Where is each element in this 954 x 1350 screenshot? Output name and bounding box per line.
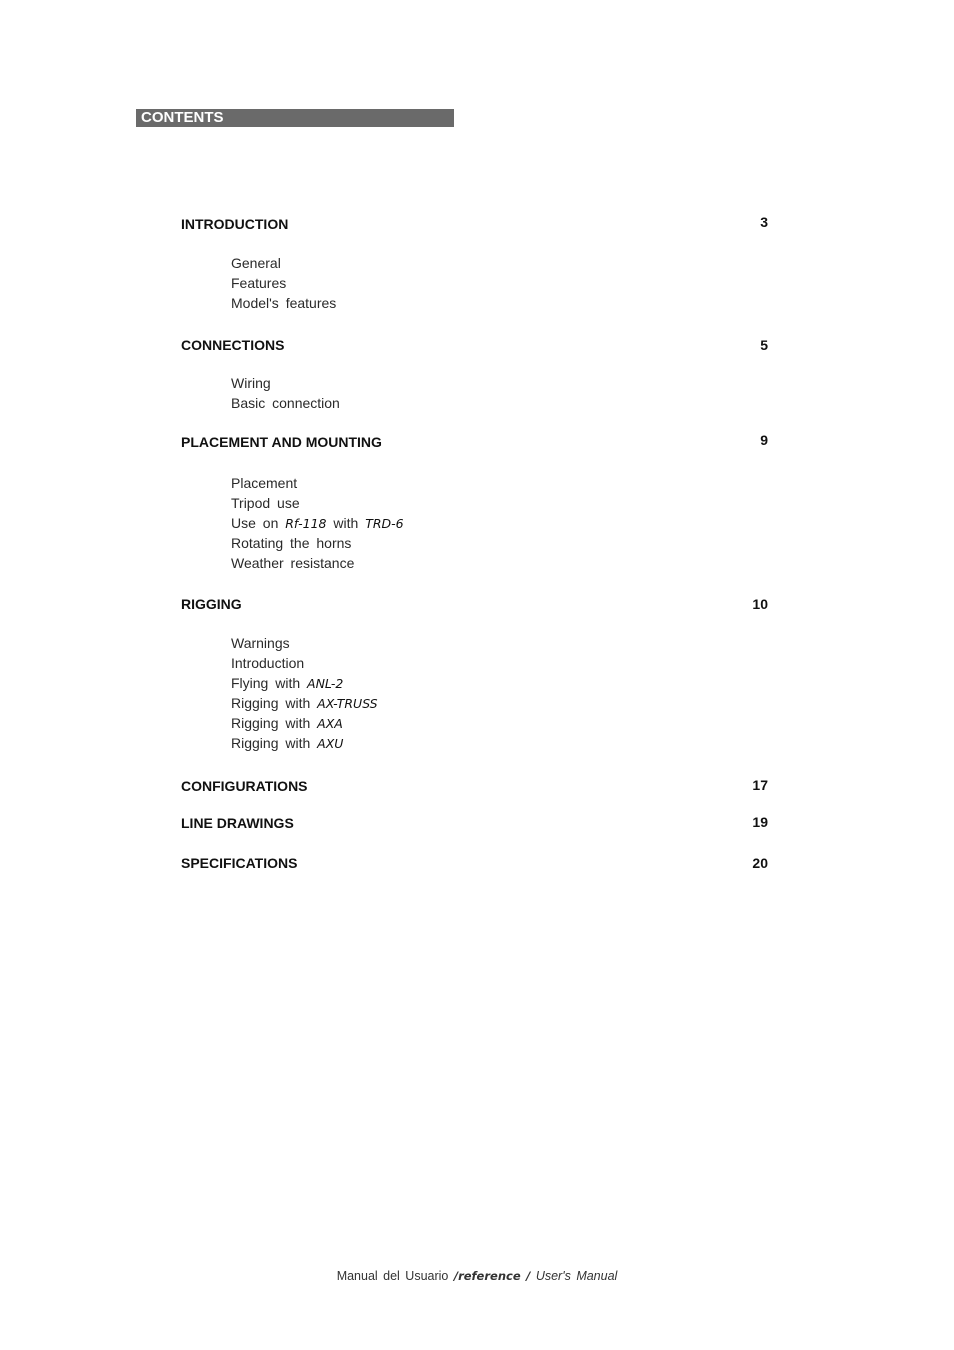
toc-page-configurations: 17: [752, 777, 768, 793]
footer-manual-es: Manual del Usuario: [336, 1269, 449, 1283]
model-axu: AXU: [317, 736, 344, 751]
toc-section-configurations[interactable]: CONFIGURATIONS: [181, 778, 308, 794]
toc-page-line-drawings: 19: [752, 814, 768, 830]
model-trd-6: TRD-6: [365, 516, 404, 531]
model-ax-truss: AX-TRUSS: [317, 696, 378, 711]
toc-item-use-on[interactable]: [231, 514, 404, 533]
toc-page-placement: 9: [760, 432, 768, 448]
model-anl-2: ANL-2: [307, 676, 344, 691]
toc-item-rigging-prefix: Rigging with: [231, 695, 311, 711]
toc-section-rigging[interactable]: RIGGING: [181, 596, 242, 612]
toc-item-flying-prefix: Flying with: [231, 675, 301, 691]
toc-item-rigging-prefix: Rigging with: [231, 715, 311, 731]
toc-item-tripod-use[interactable]: Tripod use: [231, 495, 300, 511]
footer-separator: /: [526, 1269, 531, 1283]
toc-item-flying-anl2[interactable]: [231, 674, 343, 693]
footer-separator: /: [453, 1269, 459, 1283]
contents-header-bar: [136, 109, 454, 127]
toc-item-warnings[interactable]: Warnings: [231, 635, 290, 651]
toc-item-basic-connection[interactable]: Basic connection: [231, 395, 340, 411]
toc-page-rigging: 10: [752, 596, 768, 612]
model-rf-118: Rf-118: [285, 516, 327, 531]
toc-page-introduction: 3: [760, 214, 768, 230]
toc-item-use-on-prefix: Use on: [231, 515, 279, 531]
toc-item-wiring[interactable]: Wiring: [231, 375, 271, 391]
page-footer: [0, 1269, 954, 1283]
toc-item-general[interactable]: General: [231, 255, 281, 271]
toc-item-features[interactable]: Features: [231, 275, 287, 291]
toc-section-placement[interactable]: PLACEMENT AND MOUNTING: [181, 434, 382, 450]
toc-page-specifications: 20: [752, 855, 768, 871]
toc-item-models-features[interactable]: Model's features: [231, 295, 337, 311]
toc-section-connections[interactable]: CONNECTIONS: [181, 337, 285, 353]
toc-page-connections: 5: [760, 337, 768, 353]
footer-reference: reference: [458, 1269, 521, 1283]
toc-item-rigging-axa[interactable]: [231, 714, 343, 733]
toc-item-rigging-prefix: Rigging with: [231, 735, 311, 751]
toc-item-rigging-axu[interactable]: [231, 734, 343, 753]
contents-title: CONTENTS: [141, 109, 224, 126]
toc-section-specifications[interactable]: SPECIFICATIONS: [181, 855, 298, 871]
toc-item-weather-resistance[interactable]: Weather resistance: [231, 555, 355, 571]
toc-item-introduction[interactable]: Introduction: [231, 655, 305, 671]
toc-item-use-on-with: with: [333, 515, 359, 531]
toc-section-line-drawings[interactable]: LINE DRAWINGS: [181, 815, 294, 831]
model-axa: AXA: [317, 716, 343, 731]
toc-item-placement[interactable]: Placement: [231, 475, 298, 491]
toc-item-rotating-horns[interactable]: Rotating the horns: [231, 535, 352, 551]
toc-section-introduction[interactable]: INTRODUCTION: [181, 216, 289, 232]
toc-item-rigging-ax-truss[interactable]: [231, 694, 378, 713]
footer-manual-en: User's Manual: [535, 1269, 618, 1283]
